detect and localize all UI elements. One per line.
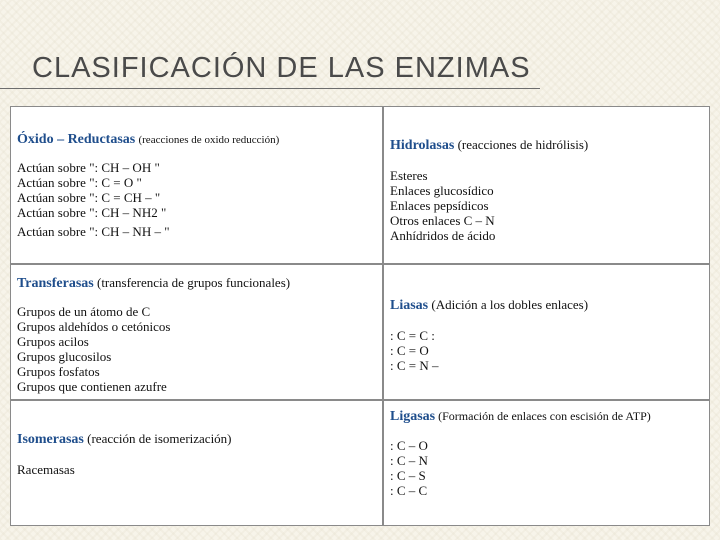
list-item: Grupos acilos [17,334,89,349]
list-item: : C – C [390,483,428,498]
enzyme-class-name: Hidrolasas [390,138,455,153]
enzyme-class-name: Óxido – Reductasas [17,132,136,147]
list-item: : C – N [390,453,428,468]
cell-ligasas [383,400,710,526]
reaction-list [17,160,376,239]
list-item: Anhídridos de ácido [390,228,496,243]
list-item: Enlaces glucosídico [390,183,494,198]
list-item: Actúan sobre ": CH – NH – " [17,224,170,239]
slide-title: CLASIFICACIÓN DE LAS ENZIMAS [32,52,531,84]
enzyme-class-name: Isomerasas [17,432,84,447]
list-item: Esteres [390,168,428,183]
list-item: : C – O [390,438,428,453]
list-item: Grupos aldehídos o cetónicos [17,319,171,334]
list-item: Actúan sobre ": CH – NH2 " [17,205,167,220]
list-item: : C = N – [390,358,439,373]
list-item: Actúan sobre ": C = CH – " [17,190,161,205]
enzyme-class-name: Liasas [390,298,429,313]
cell-isomerasas [10,400,383,526]
list-item: Grupos fosfatos [17,364,100,379]
enzyme-class-description: (Formación de enlaces con escisión de ATP) [438,409,651,423]
list-item: : C – S [390,468,426,483]
enzyme-class-description: (reacción de isomerización) [87,431,232,446]
enzyme-classification-table [10,106,710,526]
cell-transferasas [10,264,383,400]
enzyme-class-description: (reacciones de hidrólisis) [457,137,589,152]
list-item: : C = C : [390,328,435,343]
list-item: Actúan sobre ": C = O " [17,175,142,190]
cell-hidrolasas [383,106,710,264]
enzyme-class-description: (Adición a los dobles enlaces) [431,297,589,312]
cell-liasas [383,264,710,400]
list-item: Grupos de un átomo de C [17,304,151,319]
enzyme-class-description: (transferencia de grupos funcionales) [96,275,291,290]
list-item: Racemasas [17,462,75,477]
reaction-list [17,462,376,477]
reaction-list [390,438,703,498]
list-item: Otros enlaces C – N [390,213,495,228]
enzyme-class-name: Transferasas [17,276,94,291]
list-item: Enlaces pepsídicos [390,198,489,213]
list-item: Grupos glucosilos [17,349,112,364]
list-item: : C = O [390,343,429,358]
enzyme-class-description: (reacciones de oxido reducción) [138,134,280,146]
title-divider [0,88,540,89]
cell-oxidoreductasas [10,106,383,264]
reaction-list [390,328,703,373]
reaction-list [17,304,376,394]
list-item: Actúan sobre ": CH – OH " [17,160,160,175]
enzyme-class-name: Ligasas [390,409,436,424]
reaction-list [390,168,703,243]
list-item: Grupos que contienen azufre [17,379,167,394]
